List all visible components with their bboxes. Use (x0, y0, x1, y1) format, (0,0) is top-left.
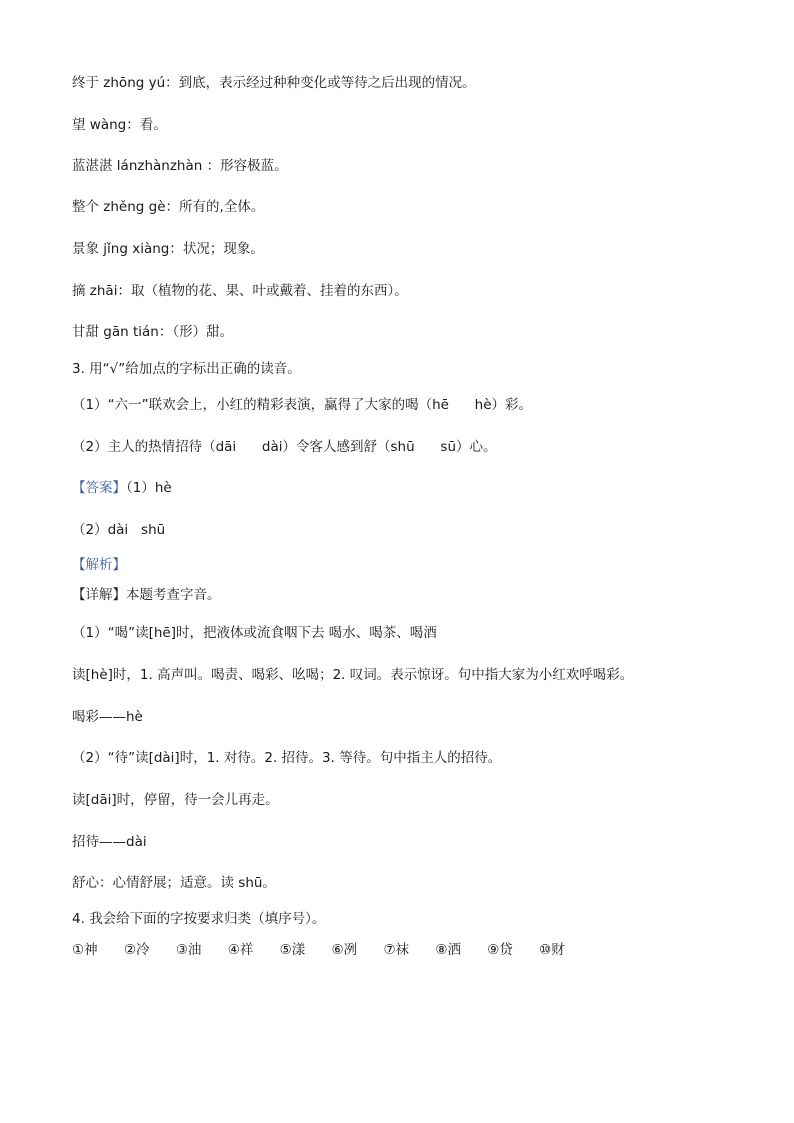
answer-tag: 【答案】 (72, 480, 126, 496)
question-3-title: 3. 用“√”给加点的字标出正确的读音。 (72, 361, 301, 377)
detail-tag: 【详解】 (72, 587, 126, 603)
option-1: ①神 (72, 942, 98, 958)
question-4-options (72, 941, 587, 959)
option-4: ④祥 (227, 942, 254, 958)
answer-2: （2）dài shū (72, 522, 166, 538)
vocab-line-3: 蓝湛湛 lánzhànzhàn ：形容极蓝。 (72, 158, 288, 174)
vocab-line-5: 景象 jǐng xiàng：状况；现象。 (72, 241, 264, 257)
option-3: ③油 (175, 942, 202, 958)
analysis-line-7: 舒心：心情舒展；适意。读 shū。 (72, 875, 276, 891)
analysis-tag: 【解析】 (72, 557, 126, 573)
analysis-line-3: 喝彩——hè (72, 709, 143, 725)
vocab-line-6: 摘 zhāi：取（植物的花、果、叶或戴着、挂着的东西）。 (72, 283, 408, 299)
option-5: ⑤漾 (279, 942, 306, 958)
analysis-line-6: 招待——dài (72, 834, 147, 850)
question-3-item-1: （1）“六一”联欢会上，小红的精彩表演，赢得了大家的喝（hē hè）彩。 (72, 397, 533, 413)
analysis-line-2: 读[hè]时，1. 高声叫。喝责、喝彩、吆喝；2. 叹词。表示惊讶。句中指大家为小红欢呼喝彩。 (72, 667, 634, 683)
option-7: ⑦袜 (383, 942, 410, 958)
analysis-line-5: 读[dāi]时，停留，待一会儿再走。 (72, 792, 279, 808)
vocab-line-7: 甘甜 gān tián：（形）甜。 (72, 324, 234, 340)
answer-1: （1）hè (126, 480, 172, 496)
option-8: ⑧洒 (435, 942, 461, 958)
detail-text: 本题考查字音。 (126, 587, 221, 603)
vocab-line-2: 望 wàng：看。 (72, 117, 167, 133)
option-6: ⑥冽 (331, 942, 358, 958)
analysis-line-4: （2）“待”读[dài]时，1. 对待。2. 招待。3. 等待。句中指主人的招待。 (72, 750, 502, 766)
question-4-title: 4. 我会给下面的字按要求归类（填序号）。 (72, 911, 326, 927)
vocab-line-1: 终于 zhōng yú：到底，表示经过种种变化或等待之后出现的情况。 (72, 75, 476, 91)
option-10: ⑩财 (539, 942, 565, 958)
detail-line (72, 586, 221, 604)
answer-line-1 (72, 479, 172, 497)
option-2: ②冷 (123, 942, 150, 958)
analysis-line-1: （1）“喝”读[hē]时，把液体或流食咽下去 喝水、喝茶、喝酒 (72, 625, 437, 641)
question-3-item-2: （2）主人的热情招待（dāi dài）令客人感到舒（shū sū）心。 (72, 439, 497, 455)
option-9: ⑨贷 (487, 942, 513, 958)
vocab-line-4: 整个 zhěng gè：所有的,全体。 (72, 199, 265, 215)
